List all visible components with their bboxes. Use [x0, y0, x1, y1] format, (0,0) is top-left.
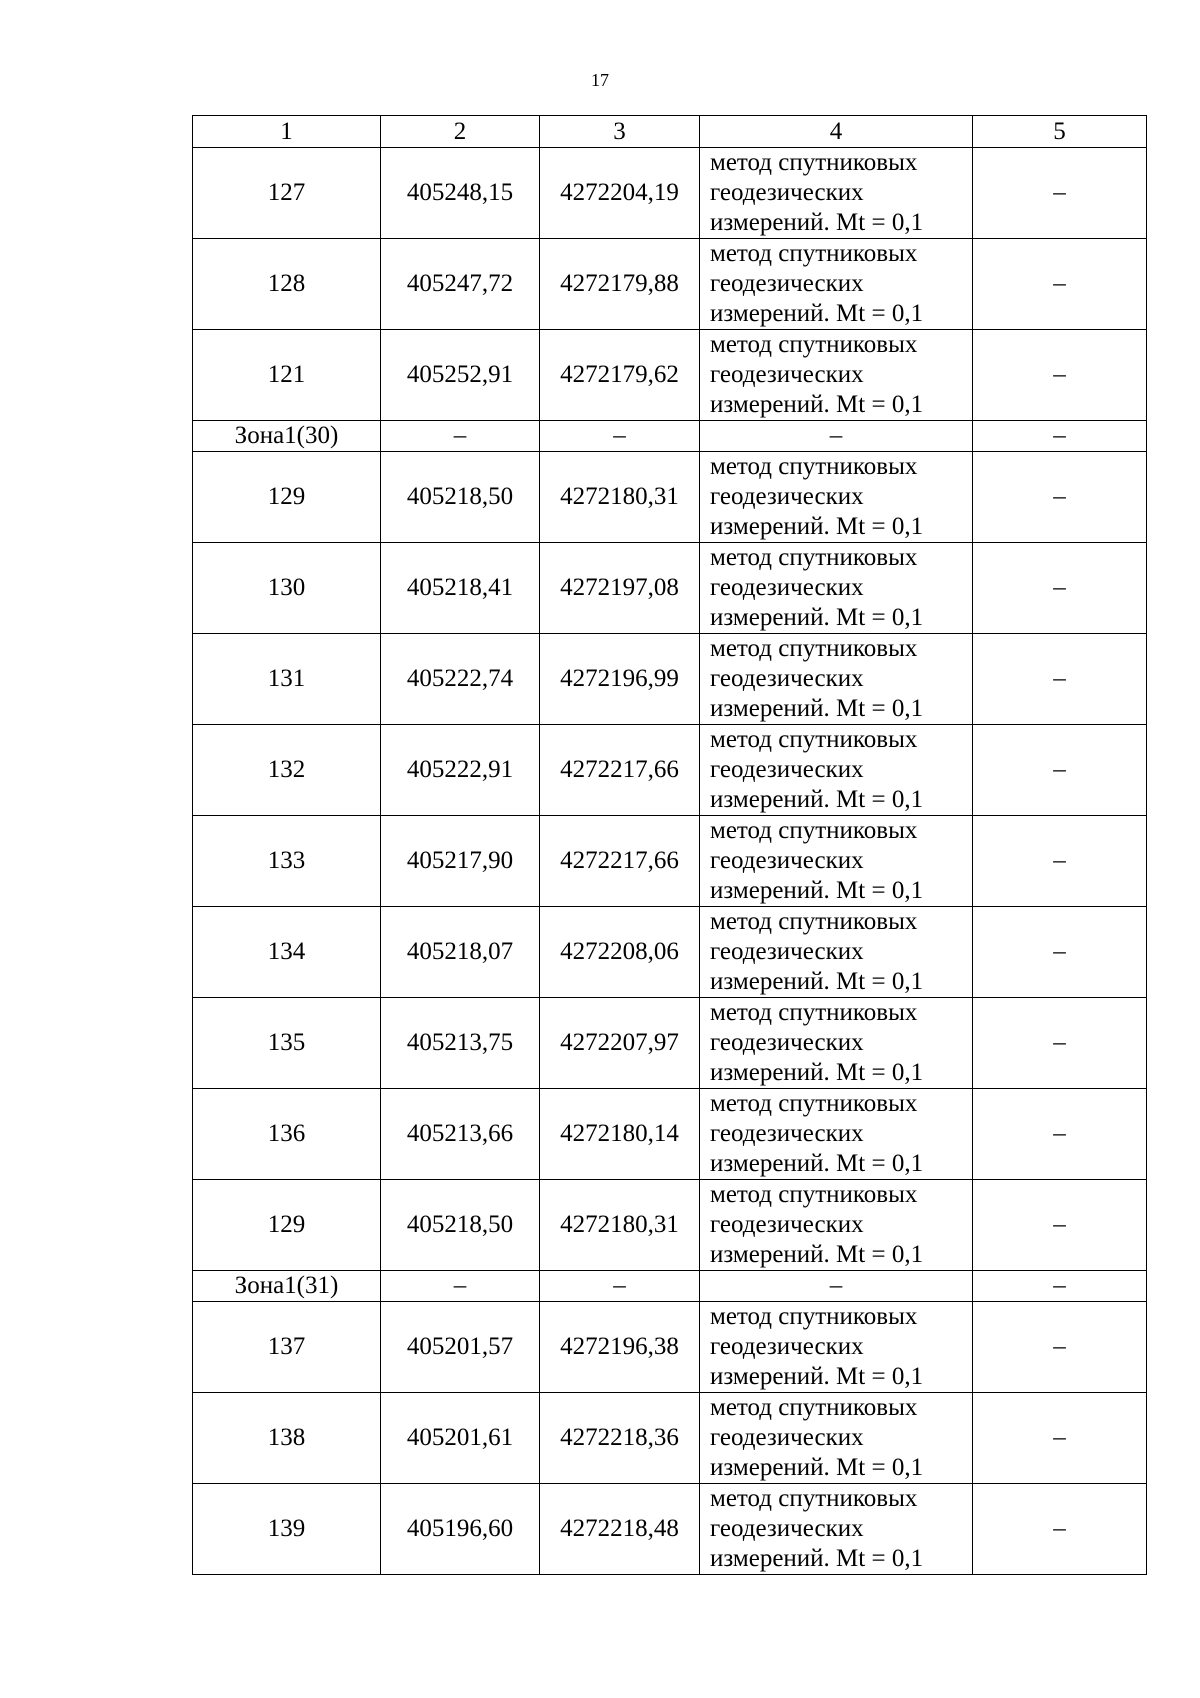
zone-dash-cell: –: [973, 1271, 1147, 1302]
method-line: геодезических: [710, 483, 864, 510]
method-line: метод спутниковых: [710, 331, 918, 358]
y-coordinate-cell: 4272217,66: [540, 725, 700, 816]
y-coordinate-cell: 4272180,31: [540, 1180, 700, 1271]
y-coordinate-cell: 4272180,31: [540, 452, 700, 543]
table-row: [193, 816, 1147, 907]
note-cell: –: [973, 907, 1147, 998]
method-line: геодезических: [710, 1029, 864, 1056]
table-row: [193, 330, 1147, 421]
note-cell: –: [973, 1180, 1147, 1271]
table-row: [193, 907, 1147, 998]
method-line: метод спутниковых: [710, 240, 918, 267]
x-coordinate-cell: 405213,66: [381, 1089, 540, 1180]
note-cell: –: [973, 816, 1147, 907]
point-number-cell: 136: [193, 1089, 381, 1180]
y-coordinate-cell: 4272217,66: [540, 816, 700, 907]
column-header: 4: [700, 116, 973, 148]
y-coordinate-cell: 4272179,62: [540, 330, 700, 421]
note-cell: –: [973, 1089, 1147, 1180]
zone-dash-cell: –: [381, 1271, 540, 1302]
method-line: геодезических: [710, 938, 864, 965]
method-line: измерений. Mt = 0,1: [710, 1545, 924, 1572]
method-line: геодезических: [710, 1120, 864, 1147]
zone-dash-cell: –: [381, 421, 540, 452]
point-number-cell: 134: [193, 907, 381, 998]
method-line: измерений. Mt = 0,1: [710, 786, 924, 813]
method-cell: [700, 725, 973, 816]
zone-dash-cell: –: [540, 421, 700, 452]
y-coordinate-cell: 4272218,48: [540, 1484, 700, 1575]
method-line: геодезических: [710, 1211, 864, 1238]
method-line: метод спутниковых: [710, 453, 918, 480]
x-coordinate-cell: 405222,74: [381, 634, 540, 725]
point-number-cell: 133: [193, 816, 381, 907]
method-line: измерений. Mt = 0,1: [710, 209, 924, 236]
x-coordinate-cell: 405218,50: [381, 1180, 540, 1271]
table-row: [193, 1393, 1147, 1484]
point-number-cell: 132: [193, 725, 381, 816]
y-coordinate-cell: 4272196,38: [540, 1302, 700, 1393]
note-cell: –: [973, 239, 1147, 330]
method-line: измерений. Mt = 0,1: [710, 300, 924, 327]
page-number: 17: [591, 70, 609, 90]
x-coordinate-cell: 405201,61: [381, 1393, 540, 1484]
note-cell: –: [973, 330, 1147, 421]
table-row: [193, 543, 1147, 634]
note-cell: –: [973, 1393, 1147, 1484]
method-line: измерений. Mt = 0,1: [710, 877, 924, 904]
zone-dash-cell: –: [540, 1271, 700, 1302]
method-cell: [700, 452, 973, 543]
method-line: метод спутниковых: [710, 1181, 918, 1208]
x-coordinate-cell: 405218,07: [381, 907, 540, 998]
zone-label-cell: Зона1(30): [193, 421, 381, 452]
note-cell: –: [973, 543, 1147, 634]
point-number-cell: 135: [193, 998, 381, 1089]
table-row: [193, 634, 1147, 725]
y-coordinate-cell: 4272197,08: [540, 543, 700, 634]
method-line: геодезических: [710, 270, 864, 297]
method-line: измерений. Mt = 0,1: [710, 1059, 924, 1086]
method-cell: [700, 907, 973, 998]
x-coordinate-cell: 405201,57: [381, 1302, 540, 1393]
x-coordinate-cell: 405248,15: [381, 148, 540, 239]
table-row: [193, 1089, 1147, 1180]
point-number-cell: 129: [193, 452, 381, 543]
point-number-cell: 137: [193, 1302, 381, 1393]
table-row: [193, 1302, 1147, 1393]
method-line: геодезических: [710, 1515, 864, 1542]
method-line: геодезических: [710, 179, 864, 206]
y-coordinate-cell: 4272207,97: [540, 998, 700, 1089]
method-line: метод спутниковых: [710, 908, 918, 935]
method-line: геодезических: [710, 1333, 864, 1360]
method-cell: [700, 1089, 973, 1180]
table-row: [193, 1484, 1147, 1575]
y-coordinate-cell: 4272204,19: [540, 148, 700, 239]
coordinates-table: [192, 115, 1147, 1575]
method-line: геодезических: [710, 756, 864, 783]
method-line: геодезических: [710, 847, 864, 874]
method-cell: [700, 148, 973, 239]
point-number-cell: 130: [193, 543, 381, 634]
method-line: геодезических: [710, 665, 864, 692]
method-cell: [700, 998, 973, 1089]
x-coordinate-cell: 405222,91: [381, 725, 540, 816]
method-line: метод спутниковых: [710, 999, 918, 1026]
column-header: 3: [540, 116, 700, 148]
table-row: [193, 239, 1147, 330]
x-coordinate-cell: 405218,50: [381, 452, 540, 543]
y-coordinate-cell: 4272196,99: [540, 634, 700, 725]
column-header: 2: [381, 116, 540, 148]
column-header: 5: [973, 116, 1147, 148]
method-line: измерений. Mt = 0,1: [710, 968, 924, 995]
column-header: 1: [193, 116, 381, 148]
method-line: измерений. Mt = 0,1: [710, 391, 924, 418]
method-cell: [700, 543, 973, 634]
method-line: метод спутниковых: [710, 1394, 918, 1421]
table-body: [193, 116, 1147, 1575]
method-line: метод спутниковых: [710, 635, 918, 662]
point-number-cell: 121: [193, 330, 381, 421]
zone-dash-cell: –: [700, 1271, 973, 1302]
method-cell: [700, 1484, 973, 1575]
zone-row: [193, 421, 1147, 452]
method-line: геодезических: [710, 1424, 864, 1451]
table-row: [193, 1180, 1147, 1271]
point-number-cell: 128: [193, 239, 381, 330]
table-row: [193, 148, 1147, 239]
x-coordinate-cell: 405213,75: [381, 998, 540, 1089]
method-line: измерений. Mt = 0,1: [710, 1241, 924, 1268]
x-coordinate-cell: 405196,60: [381, 1484, 540, 1575]
zone-row: [193, 1271, 1147, 1302]
method-line: метод спутниковых: [710, 149, 918, 176]
table-header-row: [193, 116, 1147, 148]
table-row: [193, 725, 1147, 816]
point-number-cell: 138: [193, 1393, 381, 1484]
note-cell: –: [973, 148, 1147, 239]
method-line: измерений. Mt = 0,1: [710, 1150, 924, 1177]
method-cell: [700, 816, 973, 907]
note-cell: –: [973, 998, 1147, 1089]
method-line: метод спутниковых: [710, 1303, 918, 1330]
y-coordinate-cell: 4272180,14: [540, 1089, 700, 1180]
zone-dash-cell: –: [973, 421, 1147, 452]
method-cell: [700, 1180, 973, 1271]
note-cell: –: [973, 1484, 1147, 1575]
y-coordinate-cell: 4272218,36: [540, 1393, 700, 1484]
note-cell: –: [973, 725, 1147, 816]
method-line: метод спутниковых: [710, 1090, 918, 1117]
point-number-cell: 129: [193, 1180, 381, 1271]
y-coordinate-cell: 4272208,06: [540, 907, 700, 998]
x-coordinate-cell: 405218,41: [381, 543, 540, 634]
point-number-cell: 127: [193, 148, 381, 239]
method-line: измерений. Mt = 0,1: [710, 695, 924, 722]
method-cell: [700, 330, 973, 421]
note-cell: –: [973, 452, 1147, 543]
method-line: измерений. Mt = 0,1: [710, 604, 924, 631]
x-coordinate-cell: 405247,72: [381, 239, 540, 330]
zone-dash-cell: –: [700, 421, 973, 452]
method-line: метод спутниковых: [710, 817, 918, 844]
point-number-cell: 131: [193, 634, 381, 725]
method-line: геодезических: [710, 574, 864, 601]
table-row: [193, 452, 1147, 543]
method-line: измерений. Mt = 0,1: [710, 1454, 924, 1481]
x-coordinate-cell: 405252,91: [381, 330, 540, 421]
note-cell: –: [973, 1302, 1147, 1393]
y-coordinate-cell: 4272179,88: [540, 239, 700, 330]
method-cell: [700, 239, 973, 330]
x-coordinate-cell: 405217,90: [381, 816, 540, 907]
method-cell: [700, 1302, 973, 1393]
note-cell: –: [973, 634, 1147, 725]
method-line: метод спутниковых: [710, 544, 918, 571]
method-cell: [700, 634, 973, 725]
method-line: метод спутниковых: [710, 726, 918, 753]
point-number-cell: 139: [193, 1484, 381, 1575]
method-cell: [700, 1393, 973, 1484]
method-line: измерений. Mt = 0,1: [710, 1363, 924, 1390]
table-row: [193, 998, 1147, 1089]
zone-label-cell: Зона1(31): [193, 1271, 381, 1302]
method-line: измерений. Mt = 0,1: [710, 513, 924, 540]
method-line: метод спутниковых: [710, 1485, 918, 1512]
method-line: геодезических: [710, 361, 864, 388]
